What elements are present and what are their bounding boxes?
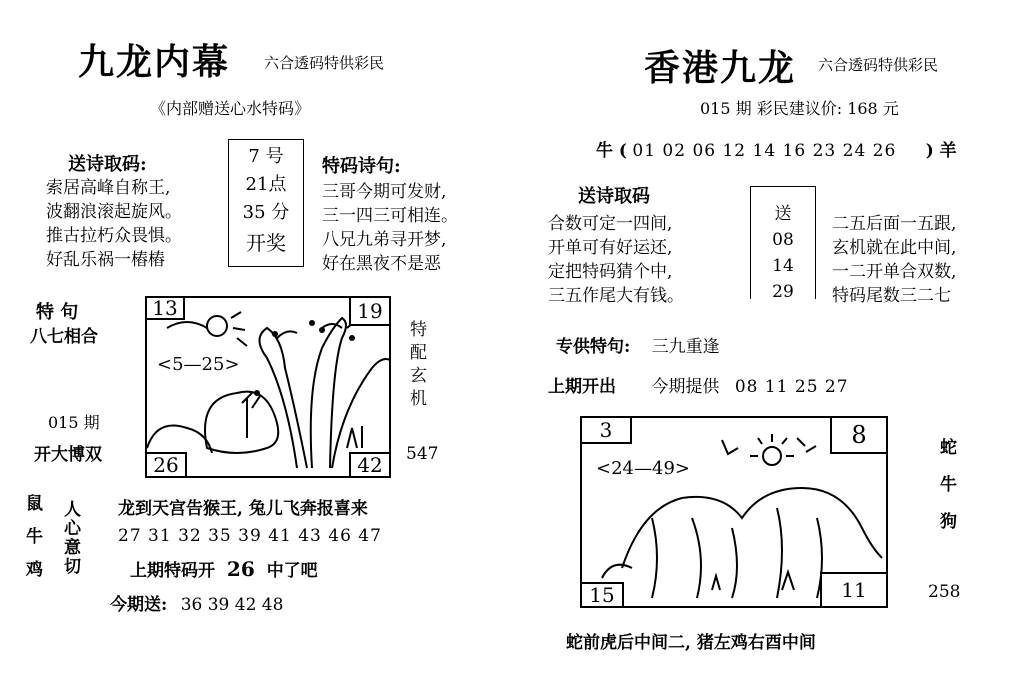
left-poem-line: 好乱乐祸一樁樁: [46, 250, 165, 270]
left-picture-note: <5—25>: [157, 354, 240, 375]
draw-label: 开奖: [246, 231, 286, 255]
right-corner-br: 11: [820, 572, 888, 608]
right-poem-line: 定把特码猜个中,: [548, 262, 673, 282]
left-verse: 龙到天宫告猴王, 兔儿飞奔报喜来: [118, 499, 368, 519]
right-special-label: 专供特句:: [556, 337, 631, 357]
big-small: 开大博双: [34, 445, 102, 465]
right-extra-line: 特码尾数三二七: [832, 286, 951, 306]
tejü-label: 特 句: [36, 302, 79, 323]
left-side-number: 547: [406, 444, 439, 464]
right-extra-line: 玄机就在此中间,: [832, 238, 957, 258]
draw-day: 7 号: [248, 146, 284, 167]
right-poem-line: 三五作尾大有钱。: [548, 286, 684, 306]
today-send-numbers: 36 39 42 48: [180, 595, 284, 615]
ox-suffix: ) 羊: [925, 141, 957, 161]
today-send-label: 今期送:: [110, 595, 168, 615]
right-subtitle: 六合透码特供彩民: [818, 56, 939, 74]
send-number: 14: [772, 256, 794, 276]
right-send-box: [750, 186, 816, 302]
right-picture-note: <24—49>: [596, 458, 690, 479]
send-label: 送: [774, 204, 792, 224]
special-line: 三哥今期可发财,: [322, 182, 447, 202]
right-title: 香港九龙: [644, 47, 797, 89]
last-prefix: 上期特码开: [130, 561, 215, 581]
last-label: 上期开出: [548, 377, 616, 397]
left-corner-tr: 19: [349, 296, 391, 326]
right-corner-tr: 8: [830, 416, 888, 454]
right-side-number: 258: [928, 582, 961, 602]
last-period-text: [130, 556, 318, 581]
left-corner-tl: 13: [145, 296, 185, 320]
today-numbers: 08 11 25 27: [734, 377, 849, 397]
left-special-poem: [322, 180, 458, 276]
special-line: 三一四三可相连。: [322, 206, 458, 226]
right-period-line: [548, 372, 849, 397]
right-poem-line: 开单可有好运还,: [548, 238, 673, 258]
left-heart-vertical: 人心意切: [60, 500, 80, 576]
last-suffix: 中了吧: [266, 561, 318, 581]
side-vertical-hint: 特配玄机: [406, 320, 426, 412]
ox-line: [596, 136, 957, 161]
left-zodiac-vertical: 鼠牛鸡: [22, 494, 42, 593]
right-corner-bl: 15: [580, 582, 624, 608]
right-extra-line: 二五后面一五跟,: [832, 214, 957, 234]
today-label: 今期提供: [651, 377, 720, 397]
right-extra-line: 一二开单合双数,: [832, 262, 957, 282]
left-tagline: 《内部赠送心水特码》: [150, 99, 311, 118]
left-poem-heading: 送诗取码:: [68, 154, 147, 175]
today-send: [110, 590, 283, 615]
left-numbers-line: 27 31 32 35 39 41 43 46 47: [118, 526, 382, 546]
right-corner-tl: 3: [580, 416, 632, 444]
send-number: 08: [772, 230, 794, 250]
left-corner-bl: 26: [145, 452, 187, 478]
left-special-heading: 特码诗句:: [322, 156, 401, 177]
right-price-line: 015 期 彩民建议价: 168 元: [700, 99, 899, 118]
right-footer: 蛇前虎后中间二, 猪左鸡右酉中间: [566, 633, 816, 653]
right-special-line: [556, 332, 720, 357]
left-draw-time-box: [228, 139, 304, 267]
draw-minute: 35 分: [242, 202, 290, 223]
left-title: 九龙内幕: [78, 41, 231, 83]
last-number: 26: [226, 557, 255, 581]
left-subtitle: 六合透码特供彩民: [264, 54, 385, 72]
left-issue: 015 期: [48, 413, 100, 432]
tejü-text: 八七相合: [30, 327, 98, 347]
ox-numbers: 01 02 06 12 14 16 23 24 26: [632, 141, 897, 161]
send-number: 29: [772, 282, 794, 302]
left-poem-line: 推古拉朽众畏惧。: [46, 226, 182, 246]
left-poem: [46, 176, 182, 272]
left-corner-br: 42: [349, 452, 391, 478]
left-poem-line: 索居高峰自称王,: [46, 178, 171, 198]
left-poem-line: 波翻浪滚起旋风。: [46, 202, 182, 222]
right-poem-line: 合数可定一四间,: [548, 214, 673, 234]
right-zodiac-vertical: 蛇牛狗: [936, 438, 956, 549]
right-extra-poem: [832, 212, 956, 308]
right-poem: [548, 212, 684, 308]
draw-hour: 21点: [245, 174, 287, 195]
ox-prefix: 牛 (: [596, 141, 627, 161]
right-special-text: 三九重逢: [651, 337, 720, 357]
right-poem-heading: 送诗取码: [578, 186, 650, 207]
special-line: 八兄九弟寻开梦,: [322, 230, 447, 250]
special-line: 好在黑夜不是恶: [322, 254, 441, 274]
